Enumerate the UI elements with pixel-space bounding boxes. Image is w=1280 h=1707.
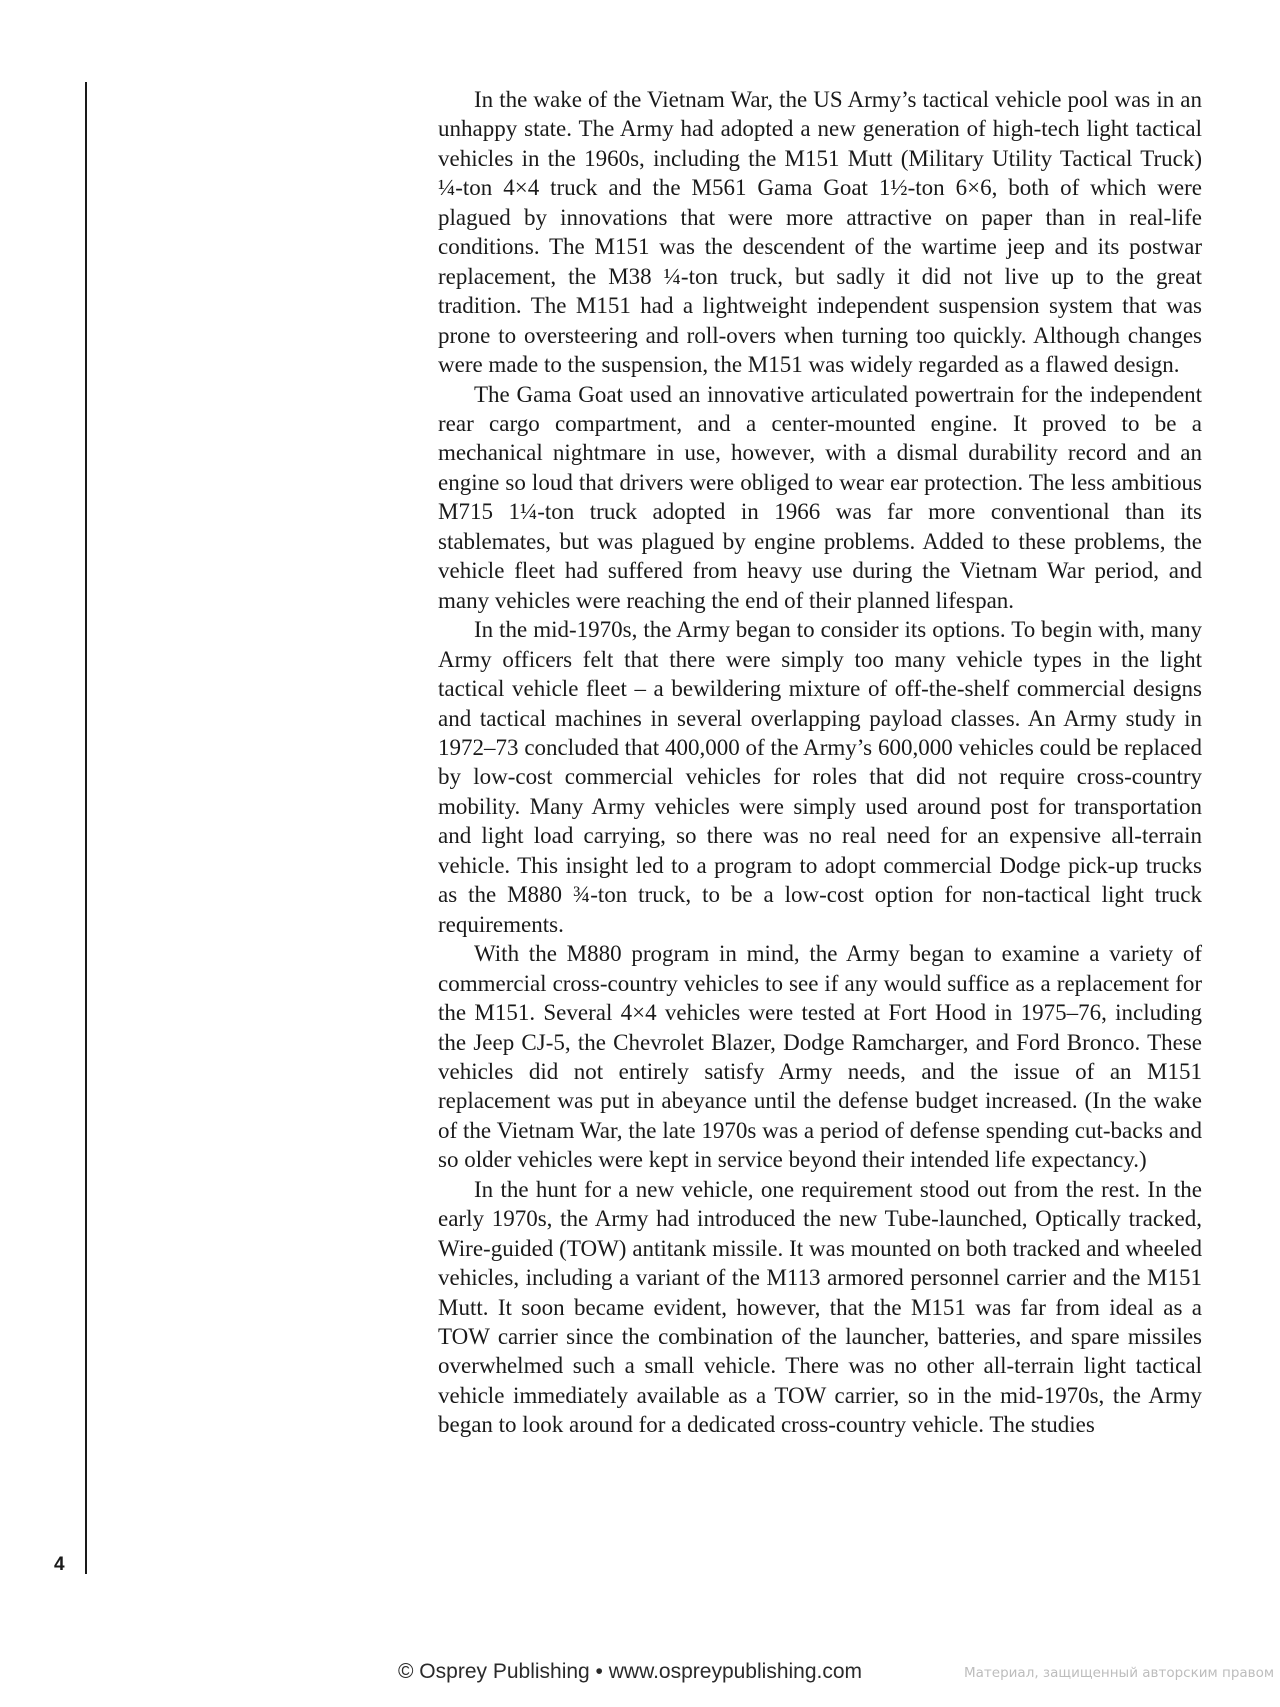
publisher-footer: © Osprey Publishing • www.ospreypublishing.com bbox=[398, 1660, 863, 1683]
paragraph: In the mid-1970s, the Army began to consider its options. To begin with, many Army officers felt that there were simply too many vehicle types in the light tactical vehicle fleet – a bewildering mixture of off-the-shelf commercial designs and tactical machines in several overlapping payload classes. An Army study in 1972–73 concluded that 400,000 of the Army’s 600,000 vehicles could be replaced by low-cost commercial vehicles for roles that did not require cross-country mobility. Many Army vehicles were simply used around post for transportation and light load carrying, so there was no real need for an expensive all-terrain vehicle. This insight led to a program to adopt commercial Dodge pick-up trucks as the M880 ¾-ton truck, to be a low-cost option for non-tactical light truck requirements. bbox=[438, 617, 1202, 937]
paragraph: With the M880 program in mind, the Army began to examine a variety of commercial cross-country vehicles to see if any would suffice as a replacement for the M151. Several 4×4 vehicles were tested at Fort Hood in 1975–76, including the Jeep CJ-5, the Chevrolet Blazer, Dodge Ramcharger, and Ford Bronco. These vehicles did not entirely satisfy Army needs, and the issue of an M151 replacement was put in abeyance until the defense budget increased. (In the wake of the Vietnam War, the late 1970s was a period of defense spending cut-backs and so older vehicles were kept in service beyond their intended life expectancy.) bbox=[438, 941, 1202, 1173]
copyright-watermark: Материал, защищенный авторским правом bbox=[964, 1665, 1275, 1681]
margin-rule bbox=[85, 82, 87, 1574]
body-text bbox=[438, 85, 1202, 1440]
page-number: 4 bbox=[54, 1554, 65, 1575]
paragraph: In the hunt for a new vehicle, one requirement stood out from the rest. In the early 1970s, the Army had introduced the new Tube-launched, Optically tracked, Wire-guided (TOW) antitank missile. It was mounted on both tracked and wheeled vehicles, including a variant of the M113 armored personnel carrier and the M151 Mutt. It soon became evident, however, that the M151 was far from ideal as a TOW carrier since the combination of the launcher, batteries, and spare missiles overwhelmed such a small vehicle. There was no other all-terrain light tactical vehicle immediately available as a TOW carrier, so in the mid-1970s, the Army began to look around for a dedicated cross-country vehicle. The studies bbox=[438, 1176, 1202, 1438]
paragraph: The Gama Goat used an innovative articulated powertrain for the independent rear cargo compartment, and a center-mounted engine. It proved to be a mechanical nightmare in use, however, with a dismal durability record and an engine so loud that drivers were obliged to wear ear protection. The less ambitious M715 1¼-ton truck adopted in 1966 was far more conventional than its stablemates, but was plagued by engine problems. Added to these problems, the vehicle fleet had suffered from heavy use during the Vietnam War period, and many vehicles were reaching the end of their planned lifespan. bbox=[438, 381, 1202, 613]
paragraph: In the wake of the Vietnam War, the US Army’s tactical vehicle pool was in an unhappy state. The Army had adopted a new generation of high-tech light tactical vehicles in the 1960s, including the M151 Mutt (Military Utility Tactical Truck) ¼-ton 4×4 truck and the M561 Gama Goat 1½-ton 6×6, both of which were plagued by innovations that were more attractive on paper than in real-life conditions. The M151 was the descendent of the wartime jeep and its postwar replacement, the M38 ¼-ton truck, but sadly it did not live up to the great tradition. The M151 had a lightweight independent suspension system that was prone to oversteering and roll-overs when turning too quickly. Although changes were made to the suspension, the M151 was widely regarded as a flawed design. bbox=[438, 87, 1202, 378]
